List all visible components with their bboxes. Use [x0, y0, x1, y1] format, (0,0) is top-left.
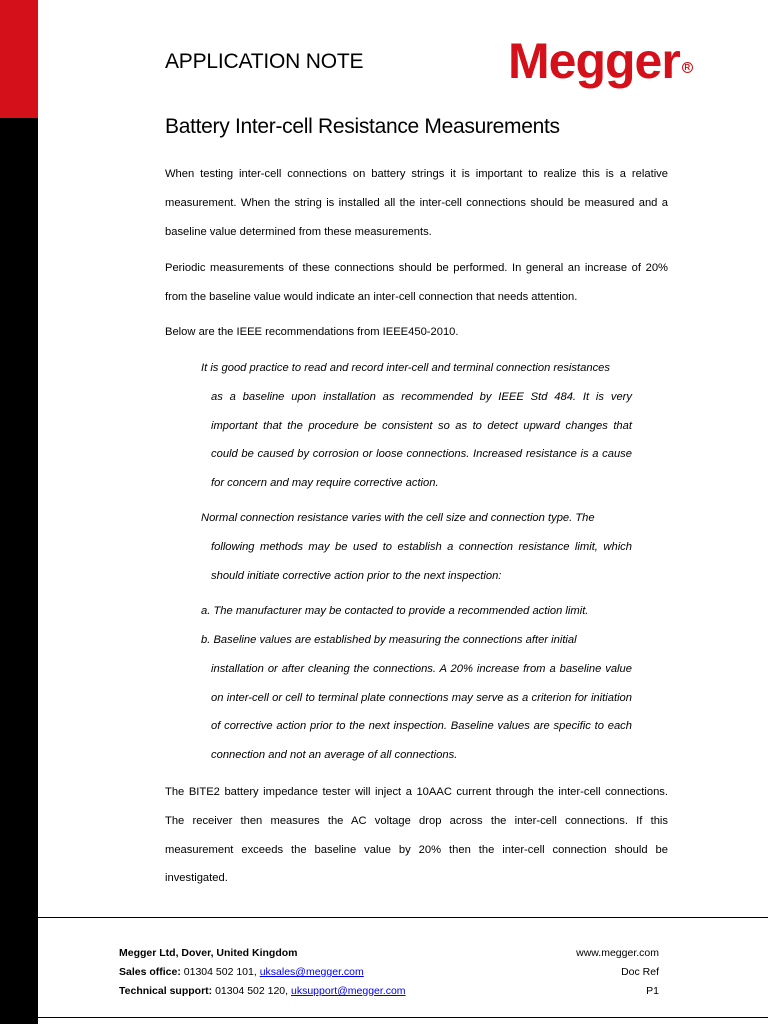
quote-paragraph-1 [201, 354, 632, 498]
document-label: APPLICATION NOTE [165, 50, 364, 73]
quote-item-a: a. The manufacturer may be contacted to provide a recommended action limit. [201, 605, 589, 617]
quote-2-rest: following methods may be used to establish a connection resistance limit, which should initiate corrective action prior to the next inspection: [211, 540, 632, 582]
footer-support [119, 984, 406, 998]
page-title: Battery Inter-cell Resistance Measurements [165, 115, 560, 138]
paragraph-ieee-intro: Below are the IEEE recommendations from IEEE450-2010. [165, 326, 459, 338]
sales-phone: 01304 502 101, [183, 966, 257, 978]
sales-label: Sales office: [119, 966, 181, 978]
sales-email-link[interactable]: uksales@megger.com [259, 966, 364, 978]
footer-page-number: P1 [646, 985, 659, 997]
quote-1-first-line: It is good practice to read and record inter-cell and terminal connection resistances [201, 362, 610, 374]
side-bar-red [0, 0, 38, 118]
support-label: Technical support: [119, 985, 213, 997]
quote-item-b-first-line: b. Baseline values are established by measuring the connections after initial [201, 634, 577, 646]
footer-website[interactable]: www.megger.com [576, 947, 659, 959]
support-phone: 01304 502 120, [215, 985, 289, 997]
quote-1-rest: as a baseline upon installation as recommended by IEEE Std 484. It is very important that the procedure be consistent so as to detect upward changes that could be caused by corrosion or loose connections. Increased resistance is a cause for concern and may require corrective action. [211, 390, 632, 490]
quote-2-first-line: Normal connection resistance varies with the cell size and connection type. The [201, 512, 595, 524]
footer-divider [38, 917, 768, 918]
quote-paragraph-2 [201, 504, 632, 590]
footer-bottom-rule [38, 1017, 768, 1018]
quote-item-b-rest: installation or after cleaning the connections. A 20% increase from a baseline value on inter-cell or cell to terminal plate connections may serve as a criterion for initiation of corrective action prior to the next inspection. Baseline values are specific to each connection and not an average of all connections. [211, 662, 632, 762]
megger-logo [508, 33, 693, 89]
footer-doc-ref: Doc Ref [621, 966, 659, 978]
paragraph-bite2: The BITE2 battery impedance tester will inject a 10AAC current through the inter-cell connections. The receiver then measures the AC voltage drop across the inter-cell connections. If this measurement exceeds the baseline value by 20% then the inter-cell connection should be investigated. [165, 786, 668, 885]
paragraph-periodic: Periodic measurements of these connections should be performed. In general an increase of 20% from the baseline value would indicate an inter-cell connection that needs attention. [165, 262, 668, 303]
side-bar-black [0, 118, 38, 1024]
footer-sales [119, 965, 364, 979]
support-email-link[interactable]: uksupport@megger.com [291, 985, 406, 997]
footer-company: Megger Ltd, Dover, United Kingdom [119, 947, 298, 959]
quote-item-b [201, 626, 632, 770]
logo-text: Megger [508, 33, 680, 89]
registered-mark-icon: R [682, 62, 693, 73]
paragraph-intro: When testing inter-cell connections on battery strings it is important to realize this is a relative measurement. When the string is installed all the inter-cell connections should be measured and a baseline value determined from these measurements. [165, 168, 668, 238]
